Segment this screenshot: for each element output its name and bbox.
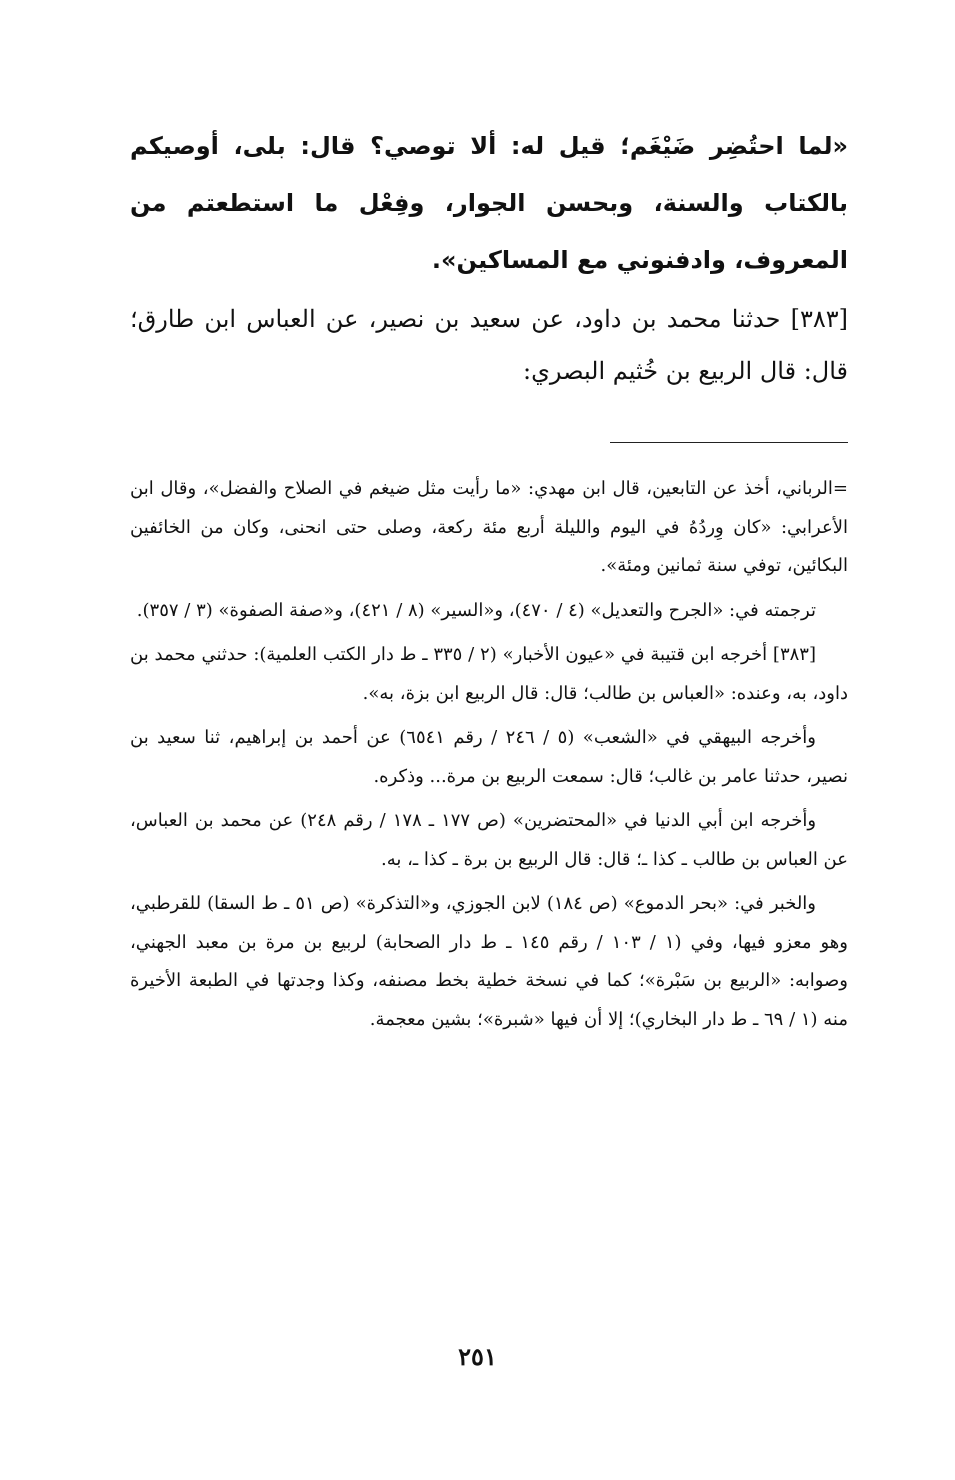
- footnote-khabar-sources: والخبر في: «بحر الدموع» (ص ١٨٤) لابن الجوزي، و«التذكرة» (ص ٥١ ـ ط السقا) للقرطبي، وهو معزو فيها، وفي (١ / ١٠٣ / رقم ١٤٥ ـ ط دار الصحابة) لربيع بن مرة بن معبد الجهني، وصوابه: «الربيع بن سَبْرة»؛ كما في نسخة خطية بخط مصنفه، وكذا وجدتها في الطبعة الأخيرة منه (١ / ٦٩ ـ ط دار البخاري)؛ إلا أن فيها «شبرة»؛ بشين معجمة.: [130, 893, 848, 1030]
- page-number: ٢٥١: [458, 1342, 497, 1371]
- main-text-block: [130, 118, 848, 397]
- footnote-383: [٣٨٣] أخرجه ابن قتيبة في «عيون الأخبار» (٢ / ٣٣٥ ـ ط دار الكتب العلمية): حدثني محمد بن داود، به، وعنده: «العباس بن طالب؛ قال: قال الربيع ابن بزة، به».: [130, 644, 848, 704]
- quote-paragraph: «لما احتُضِر ضَيْغَم؛ قيل له: ألا توصي؟ قال: بلى، أوصيكم بالكتاب والسنة، وبحسن الجوار، وفِعْل ما استطعتم من المعروف، وادفنوني مع المساكين».: [130, 132, 848, 274]
- footnote-ibn-abi-dunya: وأخرجه ابن أبي الدنيا في «المحتضرين» (ص ١٧٧ ـ ١٧٨ / رقم ٢٤٨) عن محمد بن العباس، عن العباس بن طالب ـ كذا ـ؛ قال: قال الربيع بن برة ـ كذا ـ، به.: [130, 810, 848, 870]
- footnote-continuation: =الرباني، أخذ عن التابعين، قال ابن مهدي: «ما رأيت مثل ضيغم في الصلاح والفضل»، وقال ابن الأعرابي: «كان وِردُهُ في اليوم والليلة أربع مئة ركعة، وصلى حتى انحنى، وكان من الخائفين البكائين، توفي سنة ثمانين ومئة».: [130, 478, 848, 576]
- footnote-biography-refs: ترجمته في: «الجرح والتعديل» (٤ / ٤٧٠)، و«السير» (٨ / ٤٢١)، و«صفة الصفوة» (٣ / ٣٥٧).: [136, 599, 816, 621]
- footnote-divider: [610, 442, 848, 443]
- footnote-bayhaqi: وأخرجه البيهقي في «الشعب» (٥ / ٢٤٦ / رقم ٦٥٤١) عن أحمد بن إبراهيم، ثنا سعيد بن نصير، حدثنا عامر بن غالب؛ قال: سمعت الربيع بن مرة... وذكره.: [130, 727, 848, 787]
- narration-383: [٣٨٣] حدثنا محمد بن داود، عن سعيد بن نصير، عن العباس ابن طارق؛ قال: قال الربيع بن خُثيم البصري:: [130, 305, 848, 385]
- footnotes-section: [130, 470, 848, 1045]
